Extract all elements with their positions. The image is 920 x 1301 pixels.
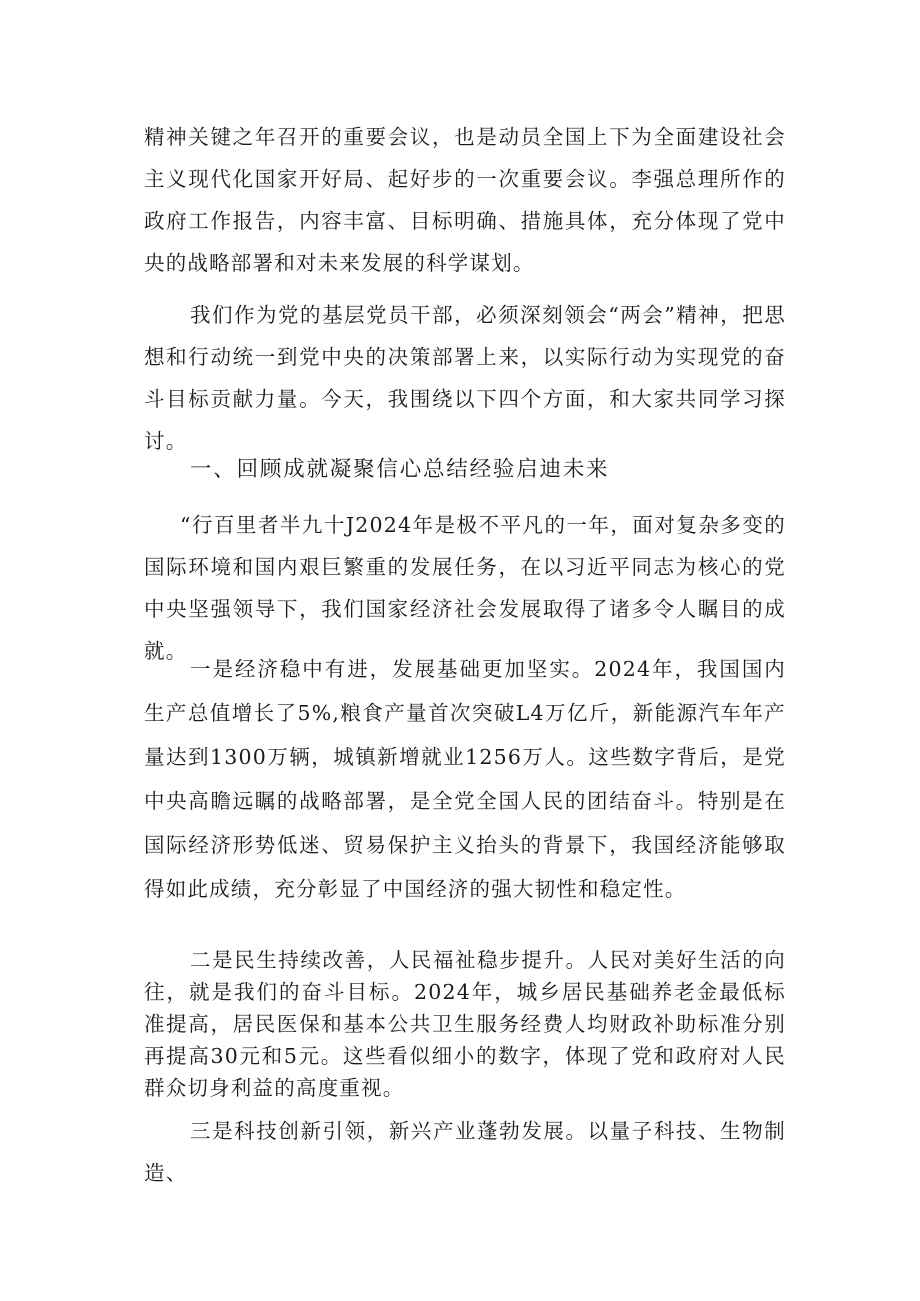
paragraph-technology: 三是科技创新引领，新兴产业蓬勃发展。以量子科技、生物制造、 xyxy=(144,1119,786,1185)
paragraph-livelihood: 二是民生持续改善，人民福祉稳步提升。人民对美好生活的向往，就是我们的奋斗目标。2024年，城乡居民基础养老金最低标准提高，居民医保和基本公共卫生服务经费人均财政补助标准分别再提高30元和5元。这些看似细小的数字，体现了党和政府对人民群众切身利益的高度重视。 xyxy=(144,948,786,1100)
paragraph-review-2024: “行百里者半九十J2024年是极不平凡的一年，面对复杂多变的国际环境和国内艰巨繁重的发展任务，在以习近平同志为核心的党中央坚强领导下，我们国家经济社会发展取得了诸多令人瞩目的成就。 xyxy=(144,513,786,663)
section-heading-1: 一、回顾成就凝聚信心总结经验启迪未来 xyxy=(190,457,610,482)
paragraph-basic-cadres: 我们作为党的基层党员干部，必须深刻领会“两会”精神，把思想和行动统一到党中央的决策部署上来，以实际行动为实现党的奋斗目标贡献力量。今天，我围绕以下四个方面，和大家共同学习探讨。 xyxy=(144,303,786,453)
paragraph-economy: 一是经济稳中有进，发展基础更加坚实。2024年，我国国内生产总值增长了5%,粮食产量首次突破L4万亿斤，新能源汽车年产量达到1300万辆，城镇新增就业1256万人。这些数字背后，是党中央高瞻远瞩的战略部署，是全党全国人民的团结奋斗。特别是在国际经济形势低迷、贸易保护主义抬头的背景下，我国经济能够取得如此成绩，充分彰显了中国经济的强大韧性和稳定性。 xyxy=(144,657,786,901)
paragraph-continuation: 精神关键之年召开的重要会议，也是动员全国上下为全面建设社会主义现代化国家开好局、起好步的一次重要会议。李强总理所作的政府工作报告，内容丰富、目标明确、措施具体，充分体现了党中央的战略部署和对未来发展的科学谋划。 xyxy=(144,125,786,275)
